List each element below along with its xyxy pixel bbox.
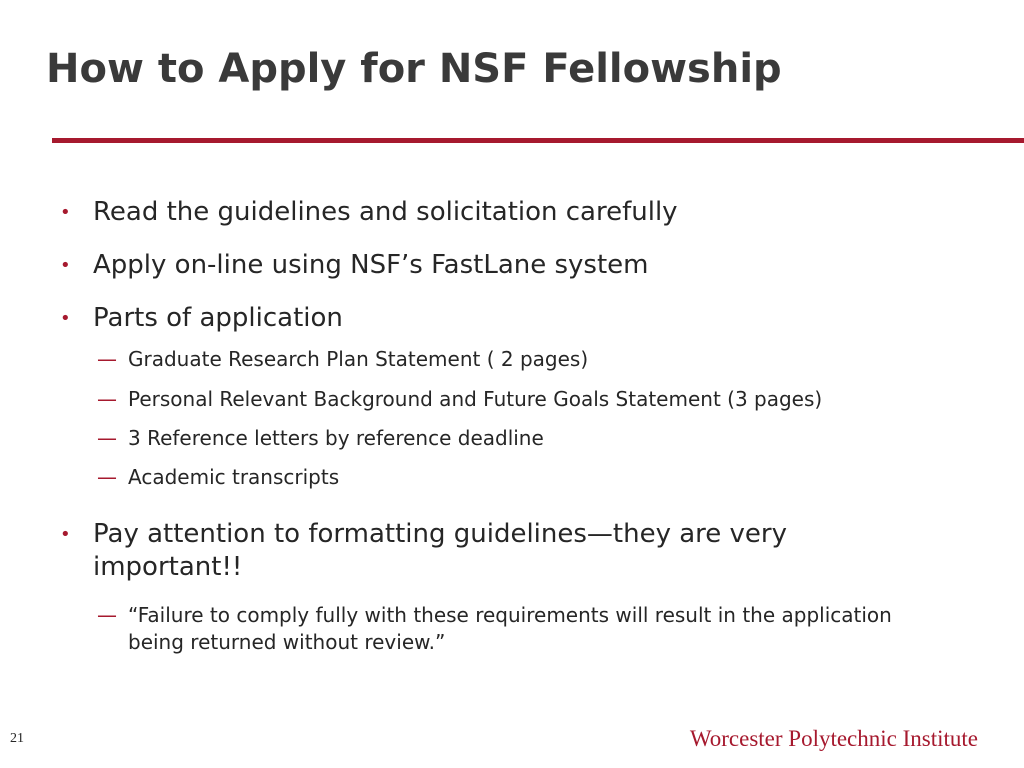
sub-item [97,425,948,452]
bullet-item [60,518,893,584]
sub-marker: — [97,387,117,411]
bullet-marker: • [60,308,71,329]
sub-item [97,464,948,491]
sub-text: Personal Relevant Background and Future Goals Statement (3 pages) [128,387,823,411]
sub-marker: — [97,426,117,450]
sub-marker: — [97,603,117,627]
sub-text: 3 Reference letters by reference deadline [128,426,544,450]
bullet-marker: • [60,524,71,545]
footer-brand: Worcester Polytechnic Institute [689,726,978,751]
sub-item [97,346,948,373]
sub-marker: — [97,465,117,489]
sub-text: Graduate Research Plan Statement ( 2 pages) [128,347,589,371]
sub-text: Academic transcripts [128,465,340,489]
sub-marker: — [97,347,117,371]
formatting-quote: “Failure to comply fully with these requirements will result in the application being returned without review.” [128,603,892,654]
bullet-text: Read the guidelines and solicitation carefully [93,197,678,227]
slide-title: How to Apply for NSF Fellowship [46,46,782,92]
bullet-text: Parts of application [93,303,343,333]
title-divider [52,138,1024,143]
bullet-text: Apply on-line using NSF’s FastLane system [93,250,649,280]
bullet-text: Pay attention to formatting guidelines—they are very important!! [93,519,788,582]
bullet-item [60,249,893,282]
bullet-marker: • [60,202,71,223]
bullet-item [60,196,893,229]
bullet-item [60,302,893,335]
sub-item [97,386,948,413]
page-number: 21 [10,731,24,746]
bullet-marker: • [60,255,71,276]
sub-item [97,602,948,656]
